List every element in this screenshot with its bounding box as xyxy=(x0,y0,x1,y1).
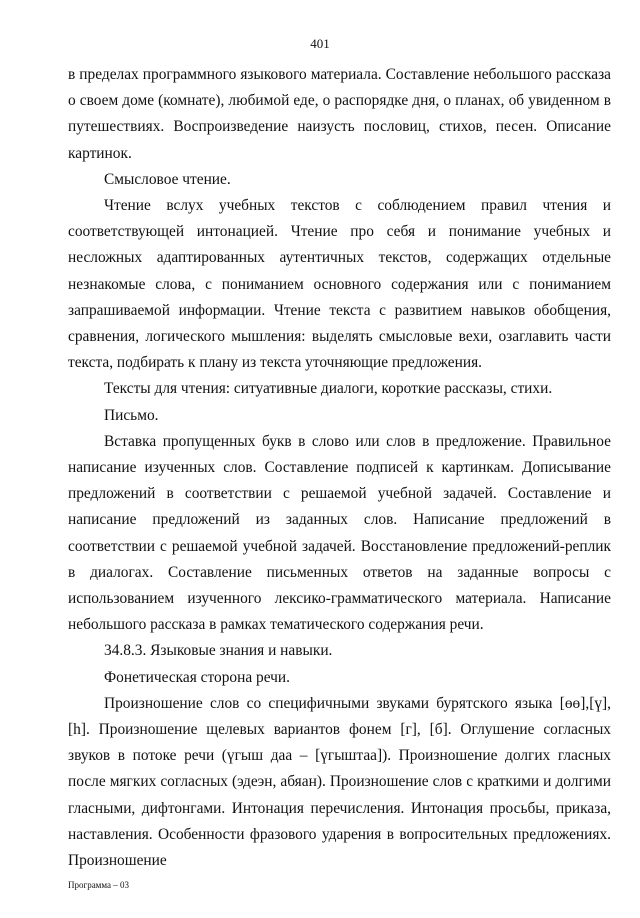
paragraph-speaking-continuation: в пределах программного языкового материала. Составление небольшого рассказа о своем доме (комнате), любимой еде, о распорядке дня, о планах, об увиденном в путешествиях. Воспроизведение наизусть пословиц, стихов, песен. Описание картинок. xyxy=(68,66,611,162)
page-number: 401 xyxy=(310,36,330,51)
section-heading-language-skills: 34.8.3. Языковые знания и навыки. xyxy=(104,642,333,660)
paragraph-writing: Вставка пропущенных букв в слово или слов в предложение. Правильное написание изученных слов. Составление подписей к картинкам. Дописывание предложений в соответствии с решаемой учебной задачей. Составление и написание предложений из заданных слов. Написание предложений в соответствии с решаемой учебной задачей. Восстановление предложений-реплик в диалогах. Составление письменных ответов на заданные вопросы с использованием изученного лексико-грамматического материала. Написание небольшого рассказа в рамках тематического содержания речи. xyxy=(68,432,611,634)
footer-program-label: Программа – 03 xyxy=(68,880,130,890)
paragraph-reading: Чтение вслух учебных текстов с соблюдением правил чтения и соответствующей интонацией. Чтение про себя и понимание учебных и несложных адаптированных аутентичных текстов, содержащих отдельные незнакомые слова, с пониманием основного содержания или с пониманием запрашиваемой информации. Чтение текста с развитием навыков обобщения, сравнения, логического мышления: выделять смысловые вехи, озаглавить части текста, подбирать к плану из текста уточняющие предложения. xyxy=(68,197,611,372)
heading-phonetics: Фонетическая сторона речи. xyxy=(104,668,290,686)
heading-writing: Письмо. xyxy=(104,406,159,424)
paragraph-phonetics: Произношение слов со специфичными звуками бурятского языка [өө],[ү], [h]. Произношение щелевых вариантов фонем [г], [б]. Оглушение согласных звуков в потоке речи (үгыш даа – [үгыштаа]). Произношение долгих гласных после мягких согласных (эдеэн, абяан). Произношение слов с краткими и долгими гласными, дифтонгами. Интонация перечисления. Интонация просьбы, приказа, наставления. Особенности фразового ударения в вопросительных предложениях. Произношение xyxy=(68,694,611,870)
paragraph-reading-texts: Тексты для чтения: ситуативные диалоги, короткие рассказы, стихи. xyxy=(104,380,553,398)
page-body xyxy=(68,62,611,874)
heading-semantic-reading: Смысловое чтение. xyxy=(104,170,231,188)
